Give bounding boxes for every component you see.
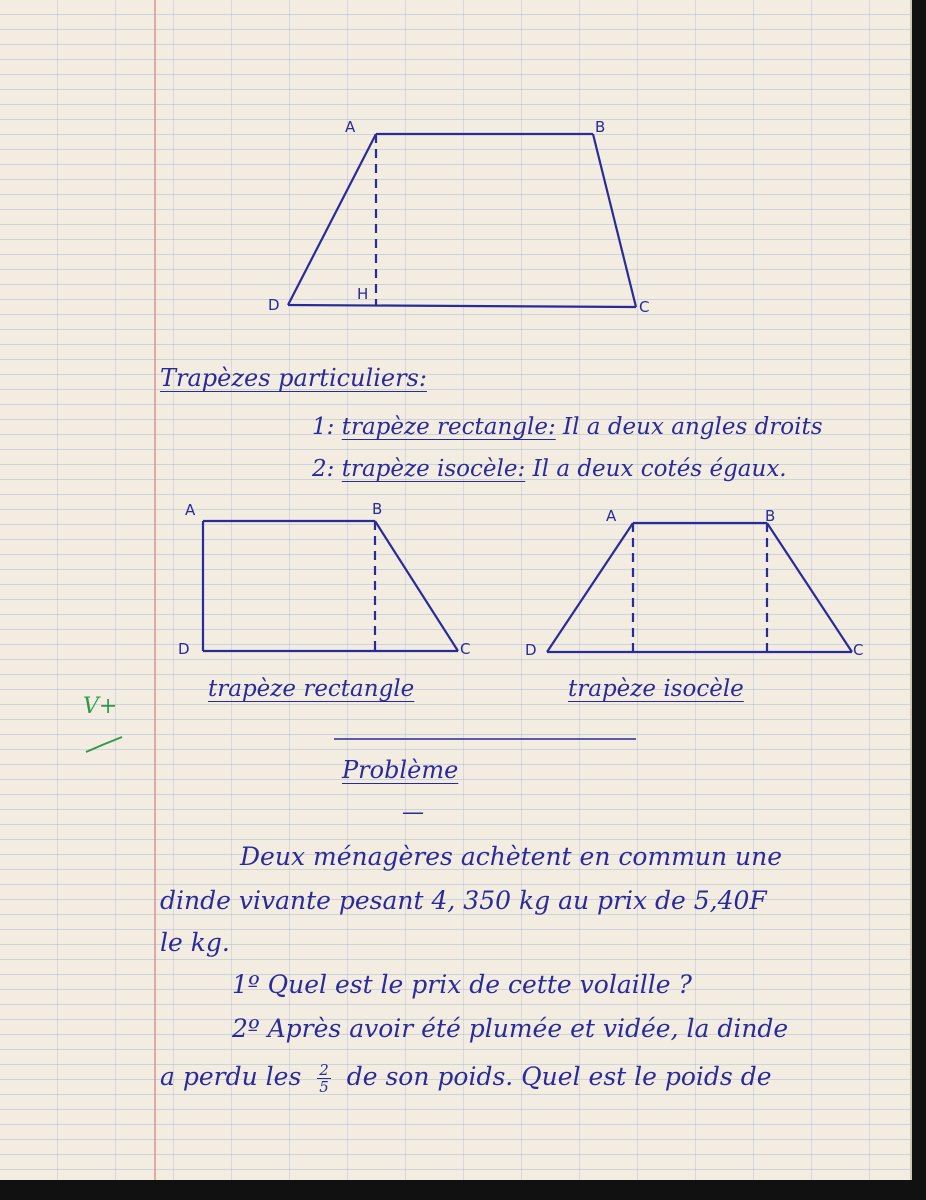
item-2-term: trapèze isocèle: — [341, 456, 526, 482]
fig1-side-bc — [593, 134, 636, 307]
q2-text-a: a perdu les — [160, 1062, 302, 1091]
fig3-side-bc — [767, 523, 852, 652]
fig2-label-b: B — [372, 500, 383, 518]
fig3-label-b: B — [765, 507, 776, 525]
problem-line-2: dinde vivante pesant 4, 350 kg au prix de 5,40F — [160, 886, 767, 915]
grade-mark: V+ — [83, 694, 118, 719]
problem-line-1: Deux ménagères achètent en commun une — [240, 842, 783, 871]
item-2-number: 2: — [312, 456, 335, 482]
fig2-label-d: D — [178, 640, 190, 658]
fig1-label-a: A — [345, 118, 356, 136]
fig2-label-a: A — [185, 501, 196, 519]
fig1-label-h: H — [357, 285, 369, 303]
item-1-number: 1: — [312, 414, 335, 440]
fraction-numerator: 2 — [319, 1061, 329, 1079]
problem-question-2: 2º Après avoir été plumée et vidée, la dinde — [232, 1014, 789, 1043]
fig1-label-d: D — [268, 296, 280, 314]
fraction-denominator: 5 — [319, 1078, 329, 1096]
fig1-side-da — [288, 134, 376, 305]
problem-question-1: 1º Quel est le prix de cette volaille ? — [232, 970, 692, 999]
caption-right-trapezoid: trapèze rectangle — [208, 676, 415, 702]
fig3-label-c: C — [853, 641, 864, 659]
fig3-label-a: A — [606, 507, 617, 525]
section-title: Trapèzes particuliers: — [160, 364, 427, 392]
item-2-text: Il a deux cotés égaux. — [532, 456, 787, 482]
problem-title: Problème — [342, 756, 459, 784]
fig1-label-c: C — [639, 298, 650, 316]
fig2-side-bc — [375, 521, 458, 651]
fig2-label-c: C — [460, 640, 471, 658]
fig1-side-cd — [288, 305, 636, 307]
problem-question-2-cont — [160, 1062, 772, 1095]
fig1-label-b: B — [595, 118, 606, 136]
figure-right-trapezoid — [203, 521, 458, 651]
fig3-side-da — [547, 523, 633, 652]
problem-line-3: le kg. — [160, 928, 230, 957]
fraction — [317, 1062, 331, 1095]
item-1-term: trapèze rectangle: — [341, 414, 556, 440]
item-1-text: Il a deux angles droits — [563, 414, 823, 440]
item-2 — [312, 456, 787, 482]
fig3-label-d: D — [525, 641, 537, 659]
caption-isosceles-trapezoid: trapèze isocèle — [568, 676, 744, 702]
figure-isosceles-trapezoid — [547, 523, 852, 652]
green-check-stroke — [86, 737, 122, 752]
problem-title-dash: — — [402, 800, 424, 825]
item-1 — [312, 414, 823, 440]
q2-text-b: de son poids. Quel est le poids de — [346, 1062, 772, 1091]
